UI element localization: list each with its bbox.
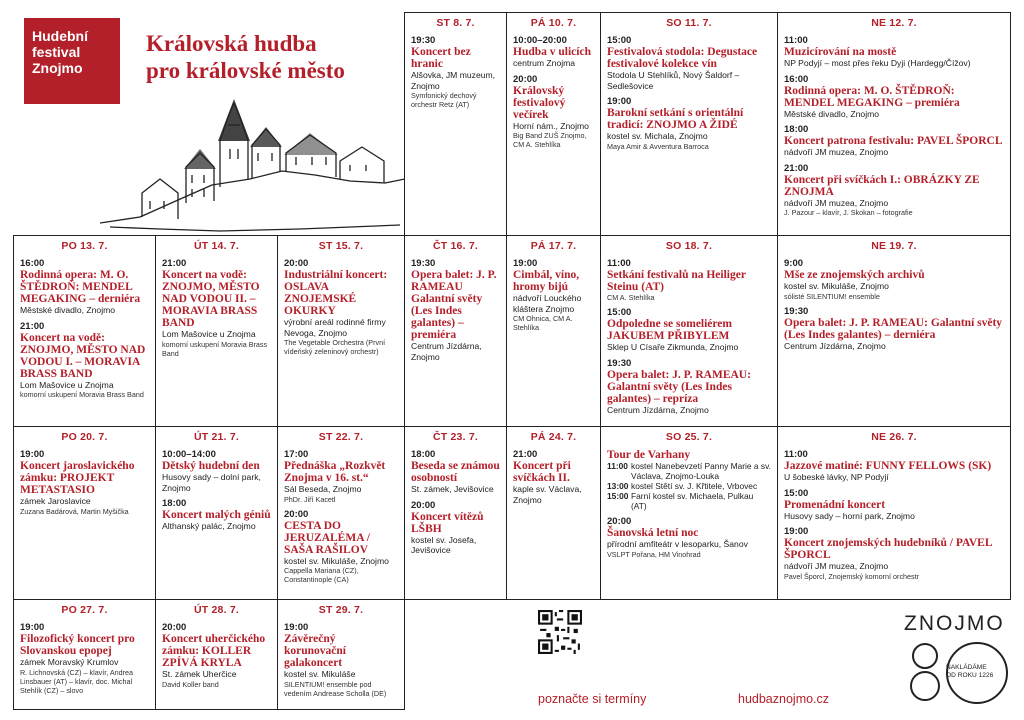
event [784,35,1004,69]
day-cell-st-29-7 [277,599,405,710]
day-cell-po-27-7 [13,599,156,710]
day-header: ÚT 14. 7. [194,240,239,252]
day-header: SO 25. 7. [665,431,713,443]
event [411,500,500,556]
event [513,35,594,69]
event [784,124,1004,158]
event-performer: PhDr. Jiří Kacetl [284,494,336,504]
event-place: St. zámek, Jevišovice [411,484,494,494]
event-time: 20:00 [284,508,309,520]
event [784,258,1004,301]
event-place: Lom Mašovice u Znojma [162,329,256,339]
save-dates-note: poznačte si termíny [538,692,647,706]
event [162,449,271,493]
event-performer: Big Band ZUŠ Znojmo, CM A. Stehlíka [513,131,587,149]
znojmo-logo-icon [904,640,946,706]
event-time: 10:00–20:00 [513,35,567,46]
event-title: Koncert bez hranic [411,46,471,70]
event-title: Dětský hudební den [162,460,260,472]
event-title: Beseda se známou osobností [411,460,500,484]
event-time: 21:00 [513,449,538,460]
event-title: Závěrečný korunovační galakoncert [284,633,346,669]
event-title: Mše ze znojemských archivů [784,269,925,281]
event-title: Industriální koncert: OSLAVA ZNOJEMSKÉ OKURKY [284,269,388,317]
event-time: 18:00 [784,124,809,135]
day-header: NE 12. 7. [871,17,917,29]
event-time: 10:00–14:00 [162,449,216,460]
event-title: Koncert patrona festivalu: PAVEL ŠPORCL [784,135,1003,147]
event [784,526,1004,581]
day-cell-ut-21-7 [155,426,278,600]
event-time: 11:00 [607,258,631,269]
event-place: kostel sv. Mikuláše, Znojmo [784,281,889,291]
event-time: 9:00 [784,258,804,269]
event-place: přírodní amfiteátr v lesoparku, Šanov [607,539,748,549]
event-place: St. zámek Uherčice [162,669,237,679]
event-place: Centrum Jízdárna, Znojmo [411,341,482,362]
day-header: SO 18. 7. [665,240,713,252]
znojmo-logo-ring-icon [944,640,1010,706]
event [784,163,1004,218]
day-cell-st-8-7 [404,12,507,236]
day-header: ST 29. 7. [318,604,364,616]
event-title: Tour de Varhany [607,449,691,461]
event-place: nádvoří JM muzea, Znojmo [784,561,889,571]
event [20,449,149,516]
day-cell-po-13-7 [13,235,156,427]
tour-stop [607,461,771,481]
day-header: PÁ 24. 7. [530,431,577,443]
event-title: Rodinná opera: M. O. ŠTĚDROŇ: MENDEL MEGAKING – derniéra [20,269,141,305]
event-title: Koncert na vodě: ZNOJMO, MĚSTO NAD VODOU II. – MORAVIA BRASS BAND [162,269,260,329]
event-time: 16:00 [20,258,45,269]
event-place: Husovy sady – dolní park, Znojmo [162,472,261,493]
event-performer: The Vegetable Orchestra (První vídeňský zeleninový orchestr) [284,338,386,356]
website-link[interactable]: hudbaznojmo.cz [738,692,830,706]
event-performer: komorní uskupení Moravia Brass Band [162,339,268,358]
event-place: kostel sv. Josefa, Jevišovice [411,534,477,555]
event [784,306,1004,352]
day-header: PO 27. 7. [61,604,108,616]
tour-stop [607,481,771,491]
day-header: SO 11. 7. [666,17,712,29]
event-performer: Cappella Mariana (CZ), Constantinople (CA) [284,566,359,584]
znojmo-brand: ZNOJMO [904,612,1005,635]
event-place: zámek Moravský Krumlov [20,657,119,667]
event-time: 15:00 [607,35,632,46]
event-title: Filozofický koncert pro Slovanskou epopej [20,633,135,657]
event-place: Sklep U Císaře Zikmunda, Znojmo [607,342,739,352]
event-time: 19:00 [20,449,45,460]
tour-stop-time: 13:00 [607,481,629,491]
festival-logo [24,18,120,104]
event-time: 21:00 [162,258,187,269]
event-place: nádvoří Louckého kláštera Znojmo [513,293,582,314]
event-place: Husovy sady – horní park, Znojmo [784,510,915,521]
event-time: 20:00 [162,622,187,633]
day-cell-so-11-7 [600,12,778,236]
tour-stop-time: 15:00 [607,491,629,501]
event [20,321,149,400]
event [284,258,398,356]
day-header: ÚT 21. 7. [194,431,239,443]
event [513,74,594,150]
event-title: Koncert znojemských hudebníků / PAVEL ŠPORCL [784,537,992,561]
day-cell-pa-17-7 [506,235,601,427]
day-cell-ut-14-7 [155,235,278,427]
event-place: Centrum Jízdárna, Znojmo [784,340,886,351]
event [513,449,594,505]
event-place: kostel sv. Mikuláše [284,669,356,679]
event [607,449,771,511]
event-time: 19:30 [411,35,436,46]
event-time: 11:00 [784,449,808,460]
event-time: 20:00 [411,499,436,511]
event-place: Althanský palác, Znojmo [162,521,256,531]
tour-stop-place: Farní kostel sv. Michaela, Pulkau (AT) [631,491,754,511]
event-place: výrobní areál rodinné firmy Nevoga, Znojmo [284,317,386,338]
event-title: Šanovská letní noc [607,527,699,539]
event-performer: Symfonický dechový orchestr Retz (AT) [411,91,477,109]
event-time: 19:00 [284,622,309,633]
event-time: 19:30 [784,305,809,317]
event [162,498,271,532]
day-cell-ct-16-7 [404,235,507,427]
event-time: 19:30 [411,258,436,269]
event [411,35,500,109]
event-time: 11:00 [784,35,808,46]
event-time: 16:00 [784,73,809,85]
day-header: ST 22. 7. [318,431,364,443]
event-place: Městské divadlo, Znojmo [20,305,116,315]
event-time: 19:00 [20,622,45,633]
event-title: Muzicírování na mostě [784,46,897,58]
event-performer: VSLPT Pořana, HM Vinohrad [607,549,701,559]
event-time: 20:00 [513,73,538,85]
event-performer: CM A. Stehlíka [607,293,655,302]
event-title: Promenádní koncert [784,498,886,511]
day-header: PÁ 17. 7. [530,240,577,252]
day-cell-ct-23-7 [404,426,507,600]
event-time: 20:00 [607,516,632,527]
event-title: Cimbál, víno, hromy bijú [513,269,580,293]
event [162,258,271,358]
event-time: 15:00 [607,307,632,318]
event-place: zámek Jaroslavice [20,496,91,506]
event-title: Koncert uherčického zámku: KOLLER ZPÍVÁ KRYLA [162,633,266,669]
event [607,96,771,151]
event-time: 19:00 [513,258,538,269]
event-place: Lom Mašovice u Znojma [20,379,114,390]
event-title: Hudba v ulicích [513,46,591,58]
day-header: PO 13. 7. [61,240,108,252]
event-place: nádvoří JM muzea, Znojmo [784,197,889,208]
event-place: NP Podyjí – most přes řeku Dyji (Hardegg/Čížov) [784,58,971,68]
event [513,258,594,332]
day-cell-ne-12-7 [777,12,1011,236]
event-time: 18:00 [411,449,436,460]
day-cell-pa-10-7 [506,12,601,236]
event-time: 18:00 [162,498,187,509]
event [607,35,771,91]
event-title: Odpoledne se someliérem JAKUBEM PŘIBYLEM [607,318,732,342]
event-place: U šobeské lávky, NP Podyjí [784,472,889,482]
logo-line-1: Hudební [32,28,88,44]
event-title: Přednáška „Rozkvět Znojma v 16. st.“ [284,460,386,484]
day-header: ČT 23. 7. [433,431,478,443]
event-time: 19:30 [607,357,632,369]
day-cell-so-18-7 [600,235,778,427]
qr-code-icon[interactable] [538,610,582,654]
tour-stop-place: kostel Nanebevzetí Panny Marie a sv. Václava, Znojmo-Louka [631,461,771,481]
event-title: Koncert vítězů LŠBH [411,510,484,535]
event-performer: CM Ohnica, CM A. Stehlíka [513,314,573,332]
event [784,488,1004,522]
day-cell-ne-26-7 [777,426,1011,600]
day-header: PÁ 10. 7. [530,17,577,29]
brand-tagline-line-2: OD ROKU 1226 [946,672,994,679]
event [607,258,771,302]
event-title: Koncert při svíčkách II. [513,460,571,484]
brand-tagline-line-1: NAKLÁDÁME [946,664,987,671]
event-title: Rodinná opera: M. O. ŠTĚDROŇ: MENDEL MEGAKING – premiéra [784,84,960,109]
event [607,358,771,416]
event-title: Královský festivalový večírek [513,84,566,121]
event-title: Koncert na vodě: ZNOJMO, MĚSTO NAD VODOU I. – MORAVIA BRASS BAND [20,331,146,380]
event-title: Opera balet: J. P. RAMEAU: Galantní světy (Les Indes galantes) – repríza [607,368,751,405]
event [284,449,398,504]
event-place: Stodola U Stehlíků, Nový Šaldorf – Sedlešovice [607,70,740,91]
logo-line-3: Znojmo [32,60,83,76]
day-cell-st-15-7 [277,235,405,427]
day-cell-st-22-7 [277,426,405,600]
day-header: ST 8. 7. [436,17,475,29]
event-performer: SILENTIUM! ensemble pod vedením Andrease Scholla (DE) [284,679,387,698]
event-place: Horní nám., Znojmo [513,120,589,131]
event [284,622,398,698]
day-cell-ut-28-7 [155,599,278,710]
event-title: Setkání festivalů na Heiliger Steinu (AT) [607,269,746,293]
page-title [146,30,396,84]
day-header: ÚT 28. 7. [194,604,239,616]
event-performer: Maya Amir & Avventura Barroca [607,141,709,151]
day-header: NE 19. 7. [871,240,917,252]
event-performer: Pavel Šporcl, Znojemský komorní orchestr [784,571,920,581]
event-time: 20:00 [284,258,309,269]
day-cell-po-20-7 [13,426,156,600]
tour-stop-place: kostel Stětí sv. J. Křtitele, Vrbovec [631,481,758,491]
day-cell-ne-19-7 [777,235,1011,427]
event-place: kostel sv. Mikuláše, Znojmo [284,555,389,566]
event-title: Koncert jaroslavického zámku: PROJEKT METASTASIO [20,460,135,496]
event [284,509,398,585]
event [162,622,271,689]
event-place: Sál Beseda, Znojmo [284,484,362,494]
event-performer: Zuzana Badárová, Martin Myšička [20,506,129,516]
event-time: 19:00 [784,526,809,537]
event-title: CESTA DO JERUZALÉMA / SAŠA RAŠILOV [284,519,370,556]
event-time: 17:00 [284,449,309,460]
title-line-2: pro královské město [146,58,345,83]
event-title: Festivalová stodola: Degustace festivalové kolekce vín [607,46,758,70]
tour-stop [607,491,771,511]
event-title: Koncert malých géniů [162,509,271,521]
event [20,622,149,695]
day-header: ČT 16. 7. [433,240,478,252]
event [607,516,771,559]
event-place: Městské divadlo, Znojmo [784,108,880,119]
event [411,449,500,495]
event [411,258,500,362]
event-time: 21:00 [20,320,45,332]
logo-line-2: festival [32,44,81,60]
tour-stop-time: 11:00 [607,461,628,471]
event-title: Jazzové matiné: FUNNY FELLOWS (SK) [784,460,992,472]
event-performer: sólisté SILENTIUM! ensemble [784,291,880,301]
event-place: Centrum Jízdárna, Znojmo [607,404,709,415]
event-place: kostel sv. Michala, Znojmo [607,131,708,141]
event-title: Opera balet: J. P. RAMEAU: Galantní světy (Les Indes galantes) – derniéra [784,316,1003,341]
event-time: 21:00 [784,162,809,174]
day-cell-so-25-7 [600,426,778,600]
day-header: NE 26. 7. [871,431,917,443]
event [20,258,149,316]
event-title: Koncert při svíčkách I.: OBRÁZKY ZE ZNOJMA [784,173,980,198]
event [607,307,771,353]
event-time: 15:00 [784,487,809,499]
town-sketch-illustration [100,95,405,235]
event-performer: R. Lichnovská (CZ) – klavír, Andrea Linsbauer (AT) – klavír, doc. Michal Stehlík (CZ) – slovo [20,667,134,695]
event-time: 19:00 [607,96,632,107]
title-line-1: Královská hudba [146,31,317,56]
event-performer: komorní uskupení Moravia Brass Band [20,390,144,399]
event-place: Alšovka, JM muzeum, Znojmo [411,70,496,91]
day-cell-pa-24-7 [506,426,601,600]
event-title: Barokní setkání s orientální tradicí: ZNOJMO A ŽIDÉ [607,107,744,131]
event-performer: David Koller band [162,679,219,689]
event-place: kaple sv. Václava, Znojmo [513,484,582,505]
event [784,74,1004,120]
event-performer: J. Pazour – klavír, J. Skokan – fotografie [784,208,913,217]
event-title: Opera balet: J. P. RAMEAU Galantní světy (Les Indes galantes) – premiéra [411,269,497,341]
day-header: PO 20. 7. [61,431,108,443]
event-place: centrum Znojma [513,58,576,68]
event [784,449,1004,483]
event-place: nádvoří JM muzea, Znojmo [784,147,889,157]
day-header: ST 15. 7. [318,240,364,252]
